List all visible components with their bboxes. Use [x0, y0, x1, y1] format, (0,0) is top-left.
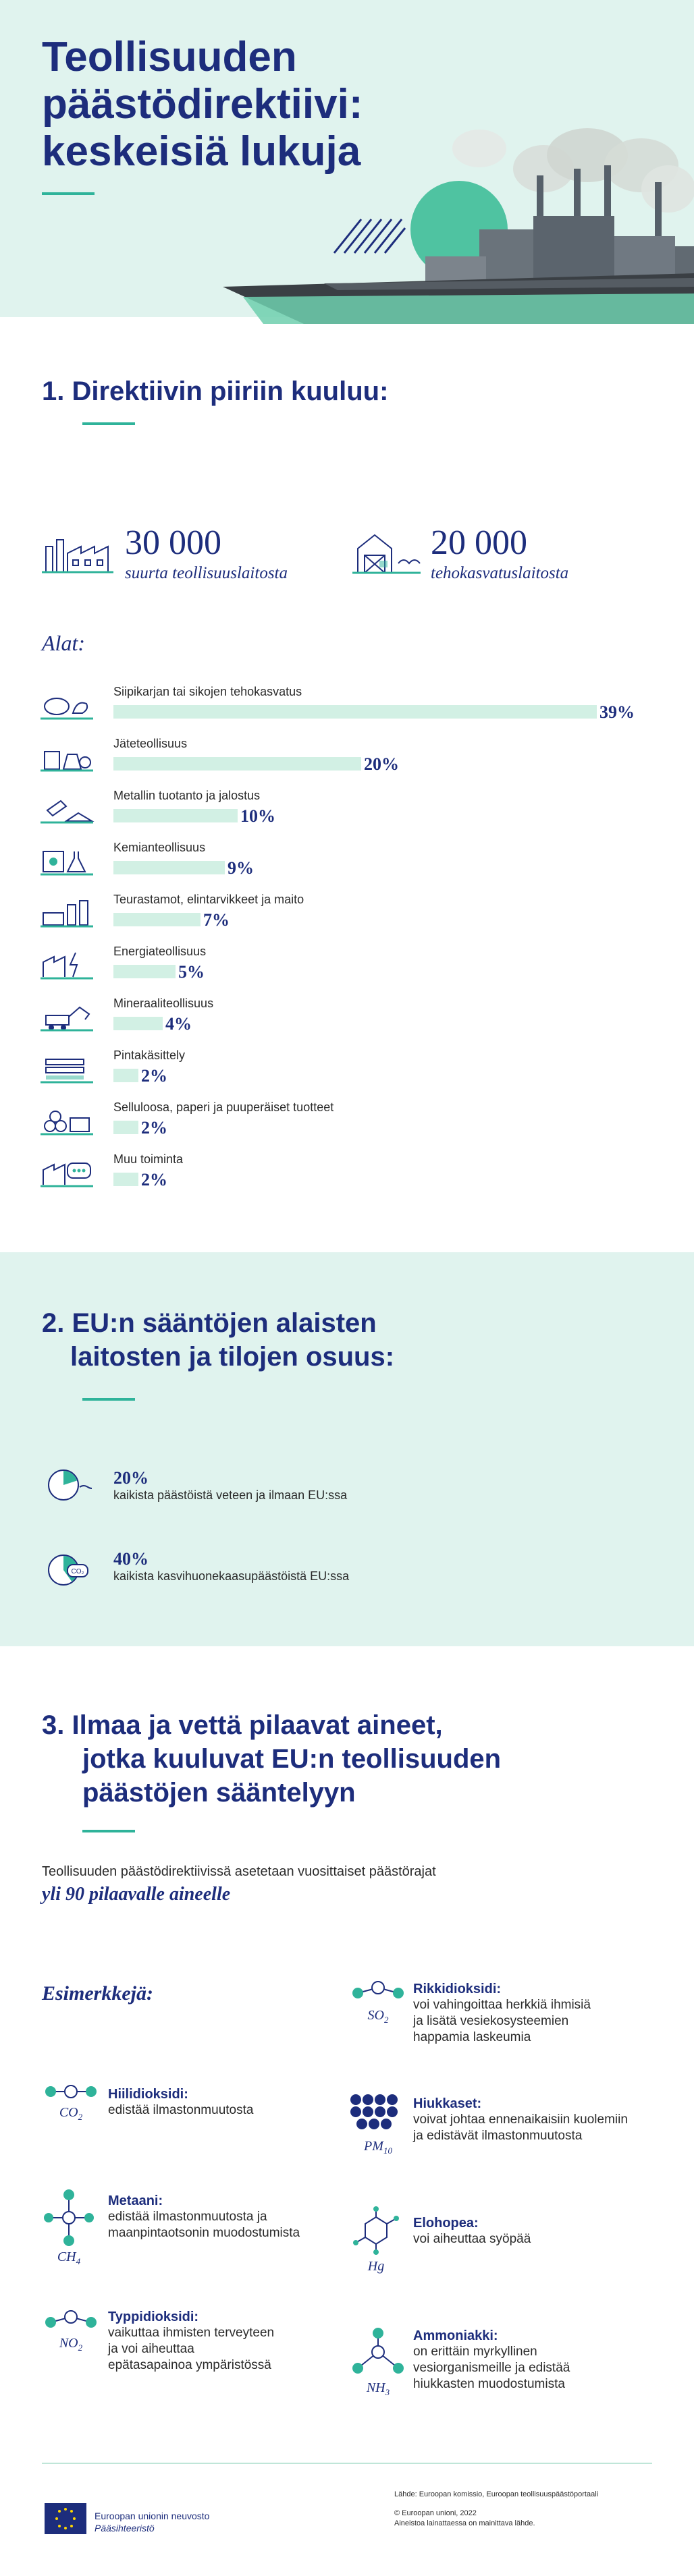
metal-pour-icon — [41, 790, 95, 825]
share-ghg-percent: 40% — [113, 1549, 149, 1569]
sector-bar — [113, 1017, 163, 1030]
sector-row — [0, 841, 694, 889]
waste-icon — [41, 738, 95, 773]
title-line-2: päästödirektiivi: — [42, 81, 363, 128]
section2-underline — [82, 1398, 135, 1401]
so2-formula: $SO_2$ — [367, 2008, 389, 2025]
logs-icon — [41, 1102, 95, 1137]
pollutant-name: Hiilidioksidi: — [108, 2087, 188, 2102]
section2-panel — [0, 1252, 694, 1646]
excavator-icon — [41, 998, 95, 1033]
pollutant-desc: vaikuttaa ihmisten terveyteen — [108, 2326, 275, 2340]
pollutant-name: Rikkidioksidi: — [413, 1982, 502, 1996]
sector-percent: 2% — [141, 1118, 167, 1138]
stat-farm-label: tehokasvatuslaitosta — [431, 564, 569, 582]
sector-row — [0, 997, 694, 1045]
sector-row — [0, 1100, 694, 1149]
pollutant-so2 — [413, 1981, 694, 2046]
pie-co2-icon — [41, 1551, 92, 1589]
pollutant-desc: vesiorganismeille ja edistää — [413, 2361, 570, 2375]
factory-illustration — [223, 128, 694, 324]
section2-title-line-1: 2. EU:n sääntöjen alaisten — [42, 1308, 377, 1338]
co2-formula: $CO_2$ — [59, 2105, 83, 2122]
title-line-3: keskeisiä lukuja — [42, 128, 361, 175]
pollutant-desc: voivat johtaa ennenaikaisiin kuolemiin — [413, 2112, 628, 2127]
sector-bar — [113, 809, 238, 822]
hg-formula: Hg — [367, 2259, 385, 2274]
footer-citation-note: Aineistoa lainattaessa on mainittava lähde. — [394, 2519, 535, 2527]
pollutant-desc: edistää ilmastonmuutosta — [108, 2103, 254, 2117]
section3-underline — [82, 1830, 135, 1832]
pollutant-desc: ja edistävät ilmastonmuutosta — [413, 2129, 583, 2143]
pollutant-desc: happamia laskeumia — [413, 2030, 531, 2044]
pollutant-desc: ja lisätä vesiekosysteemien — [413, 2014, 569, 2028]
particles-icon — [348, 2092, 402, 2139]
no2-formula: $NO_2$ — [59, 2336, 83, 2353]
nh3-formula: $NH_3$ — [366, 2380, 390, 2397]
share-emissions-text: kaikista päästöistä veteen ja ilmaan EU:ssa — [113, 1488, 348, 1502]
sector-percent: 7% — [203, 910, 230, 930]
title-underline — [42, 192, 95, 195]
section3-title-line-1: 3. Ilmaa ja vettä pilaavat aineet, — [42, 1710, 443, 1740]
pollutant-desc: voi vahingoittaa herkkiä ihmisiä — [413, 1998, 591, 2012]
sector-row — [0, 893, 694, 941]
sector-bar — [113, 1069, 138, 1082]
hero-banner — [0, 0, 694, 317]
sector-bar — [113, 913, 201, 926]
section2-title-line-2: laitosten ja tilojen osuus: — [70, 1342, 395, 1372]
section2-title — [42, 1306, 394, 1374]
sector-label: Pintakäsittely — [113, 1048, 186, 1062]
sector-row — [0, 789, 694, 837]
stat-industrial-number: 30 000 — [125, 524, 221, 562]
examples-heading: Esimerkkejä: — [42, 1982, 153, 2005]
sector-percent: 10% — [240, 806, 275, 826]
section3-title-line-2: jotka kuuluvat EU:n teollisuuden — [82, 1744, 502, 1774]
sector-row — [0, 1152, 694, 1201]
sector-percent: 2% — [141, 1170, 167, 1189]
sector-label: Selluloosa, paperi ja puuperäiset tuotteet — [113, 1100, 334, 1114]
sector-bar — [113, 861, 225, 874]
pollutant-name: Metaani: — [108, 2193, 163, 2208]
pollutant-desc: epätasapainoa ympäristössä — [108, 2358, 271, 2372]
sector-bar — [113, 1121, 138, 1134]
title-line-1: Teollisuuden — [42, 34, 297, 80]
barn-icon — [351, 530, 422, 576]
other-factory-icon — [41, 1154, 95, 1189]
sector-percent: 5% — [178, 962, 205, 982]
sector-label: Teurastamot, elintarvikkeet ja maito — [113, 893, 304, 906]
footer-sources: Lähde: Euroopan komissio, Euroopan teollisuuspäästöportaali — [394, 2490, 599, 2498]
pie-water-icon — [41, 1467, 92, 1503]
pollutant-hg — [413, 2215, 694, 2247]
stat-farm-number: 20 000 — [431, 524, 527, 562]
sector-row — [0, 737, 694, 785]
footer-copyright: © Euroopan unioni, 2022 — [394, 2509, 477, 2517]
sector-bar — [113, 705, 597, 719]
mercury-molecule-icon — [348, 2206, 404, 2255]
sector-label: Jäteteollisuus — [113, 737, 188, 750]
eu-council-logo — [45, 2503, 86, 2534]
pollutant-name: Elohopea: — [413, 2216, 479, 2231]
footer-org-line1: Euroopan unionin neuvosto — [95, 2511, 210, 2521]
food-icon — [41, 894, 95, 929]
section3-intro-emphasis: yli 90 pilaavalle aineelle — [42, 1884, 231, 1905]
share-emissions-percent: 20% — [113, 1468, 149, 1488]
ch4-molecule-icon — [43, 2188, 95, 2247]
sector-label: Energiateollisuus — [113, 945, 207, 958]
co2-molecule-icon — [41, 2081, 101, 2102]
pollutant-nh3 — [413, 2328, 694, 2392]
energy-icon — [41, 946, 95, 981]
sector-bar — [113, 965, 176, 978]
pollutant-name: Ammoniakki: — [413, 2328, 498, 2343]
sector-percent: 20% — [364, 754, 399, 774]
sector-label: Mineraaliteollisuus — [113, 997, 214, 1010]
pollutant-name: Typpidioksidi: — [108, 2309, 199, 2324]
footer-divider — [42, 2463, 652, 2464]
pollutant-desc: on erittäin myrkyllinen — [413, 2345, 537, 2359]
sector-label: Muu toiminta — [113, 1152, 184, 1166]
section3-title — [42, 1708, 501, 1810]
sector-percent: 9% — [228, 858, 254, 878]
pollutant-name: Hiukkaset: — [413, 2096, 482, 2111]
factory-icon — [41, 533, 115, 573]
stat-industrial-label: suurta teollisuuslaitosta — [125, 564, 288, 582]
sector-label: Siipikarjan tai sikojen tehokasvatus — [113, 685, 302, 698]
share-ghg-text: kaikista kasvihuonekaasupäästöistä EU:ssa — [113, 1569, 350, 1583]
section3-title-line-3: päästöjen sääntelyyn — [82, 1778, 356, 1808]
pollutant-desc: maanpintaotsonin muodostumista — [108, 2226, 300, 2240]
footer-org-line2: Pääsihteeristö — [95, 2523, 155, 2533]
sector-row — [0, 945, 694, 993]
sector-label: Kemianteollisuus — [113, 841, 206, 854]
chemistry-icon — [41, 842, 95, 877]
so2-molecule-icon — [348, 1978, 408, 2005]
nh3-molecule-icon — [348, 2326, 408, 2379]
section3-intro: Teollisuuden päästödirektiivissä asetetaan vuosittaiset päästörajat — [42, 1864, 436, 1879]
pig-chicken-icon — [41, 686, 95, 721]
sector-label: Metallin tuotanto ja jalostus — [113, 789, 261, 802]
sector-row — [0, 1048, 694, 1097]
sector-percent: 39% — [599, 702, 635, 722]
sector-percent: 4% — [165, 1014, 192, 1034]
sector-percent: 2% — [141, 1066, 167, 1086]
section1-underline — [82, 422, 135, 425]
pollutant-desc: ja voi aiheuttaa — [108, 2342, 194, 2356]
section1-title: 1. Direktiivin piiriin kuuluu: — [42, 376, 389, 406]
pollutant-desc: hiukkasten muodostumista — [413, 2377, 565, 2391]
sector-row — [0, 685, 694, 733]
ch4-formula: $CH_4$ — [57, 2249, 81, 2266]
pollutant-desc: edistää ilmastonmuutosta ja — [108, 2210, 267, 2224]
pollutant-desc: voi aiheuttaa syöpää — [413, 2232, 531, 2246]
pm10-formula: $PM_{10}$ — [364, 2139, 392, 2156]
sector-bar — [113, 757, 361, 771]
sector-bar — [113, 1173, 138, 1186]
footer-org — [95, 2510, 209, 2534]
sectors-heading: Alat: — [42, 631, 85, 655]
no2-molecule-icon — [41, 2307, 101, 2334]
surface-icon — [41, 1050, 95, 1085]
co2-icon-text: CO₂ — [71, 1568, 84, 1575]
pollutant-pm10 — [413, 2096, 694, 2144]
